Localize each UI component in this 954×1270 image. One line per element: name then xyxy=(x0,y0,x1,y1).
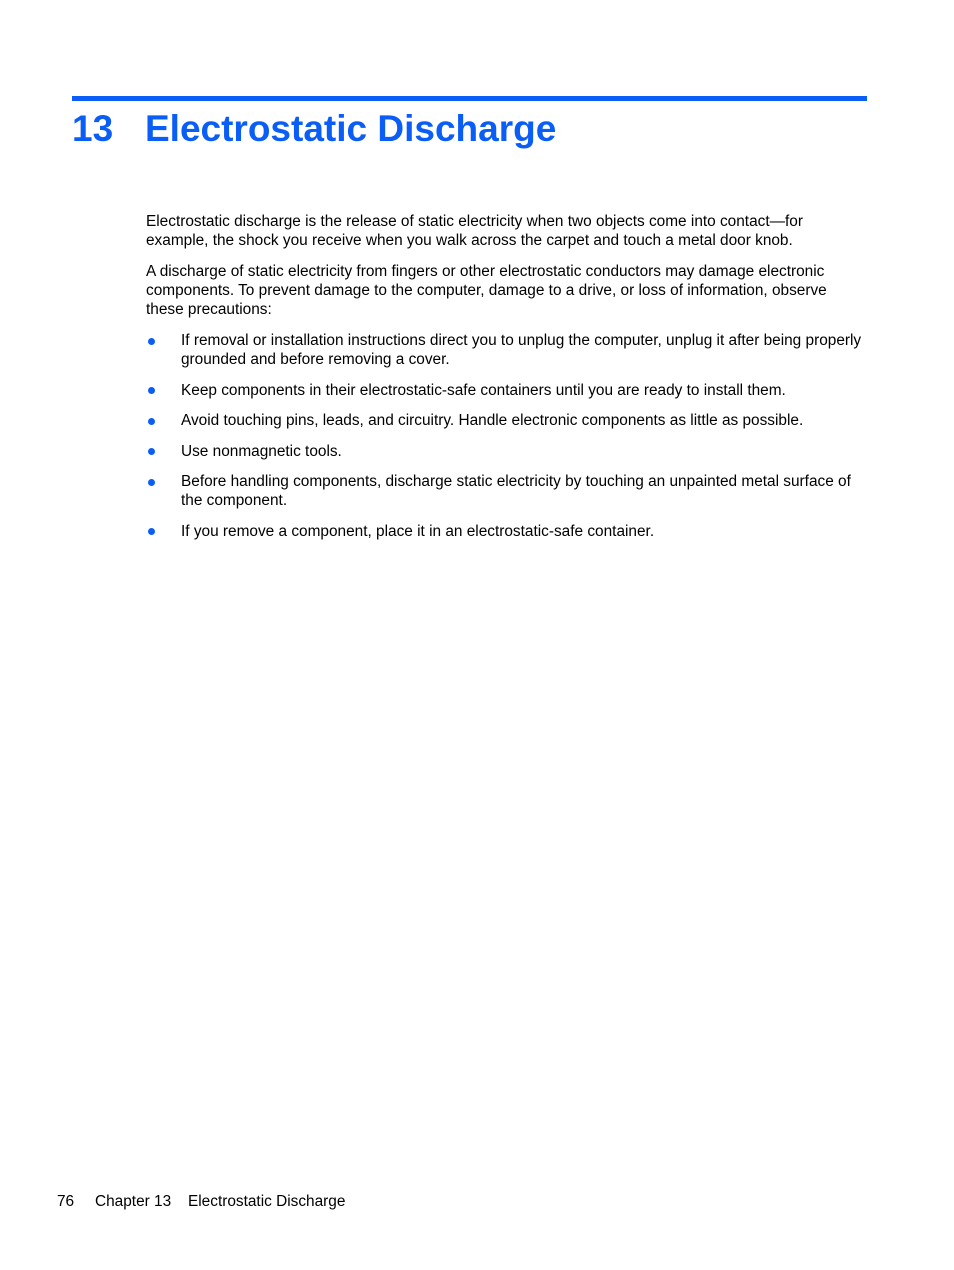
list-item-text: If removal or installation instructions direct you to unplug the computer, unplug it after being properly grounded and before removing a cover. xyxy=(181,332,862,368)
bullet-icon xyxy=(148,448,155,455)
list-item xyxy=(146,442,866,461)
footer-chapter-label: Chapter 13 xyxy=(95,1193,172,1210)
page-footer xyxy=(57,1192,345,1211)
bullet-icon xyxy=(148,387,155,394)
footer-chapter-title: Electrostatic Discharge xyxy=(188,1193,346,1210)
precautions-list xyxy=(146,331,866,541)
bullet-icon xyxy=(148,418,155,425)
list-item-text: Avoid touching pins, leads, and circuitry. Handle electronic components as little as possible. xyxy=(181,412,804,429)
intro-paragraph: Electrostatic discharge is the release of static electricity when two objects come into contact—for example, the shock you receive when you walk across the carpet and touch a metal door knob. xyxy=(146,213,803,249)
bullet-icon xyxy=(148,338,155,345)
list-item xyxy=(146,472,866,510)
page-title xyxy=(72,106,556,152)
chapter-title: Electrostatic Discharge xyxy=(145,108,557,149)
list-item xyxy=(146,331,866,369)
body-content xyxy=(146,212,866,552)
chapter-number: 13 xyxy=(72,108,114,149)
precautions-intro-paragraph: A discharge of static electricity from fingers or other electrostatic conductors may damage electronic components. To prevent damage to the computer, damage to a drive, or loss of information, observe these precautions: xyxy=(146,263,827,318)
list-item-text: If you remove a component, place it in an electrostatic-safe container. xyxy=(181,522,655,540)
list-item xyxy=(146,381,866,400)
list-item-text: Keep components in their electrostatic-safe containers until you are ready to install them. xyxy=(181,381,786,399)
list-item xyxy=(146,522,866,541)
bullet-icon xyxy=(148,479,155,486)
page-number: 76 xyxy=(57,1193,75,1210)
list-item-text: Use nonmagnetic tools. xyxy=(181,442,342,460)
list-item xyxy=(146,411,866,430)
bullet-icon xyxy=(148,528,155,535)
list-item-text: Before handling components, discharge static electricity by touching an unpainted metal surface of the component. xyxy=(181,473,851,509)
chapter-rule xyxy=(72,96,867,101)
